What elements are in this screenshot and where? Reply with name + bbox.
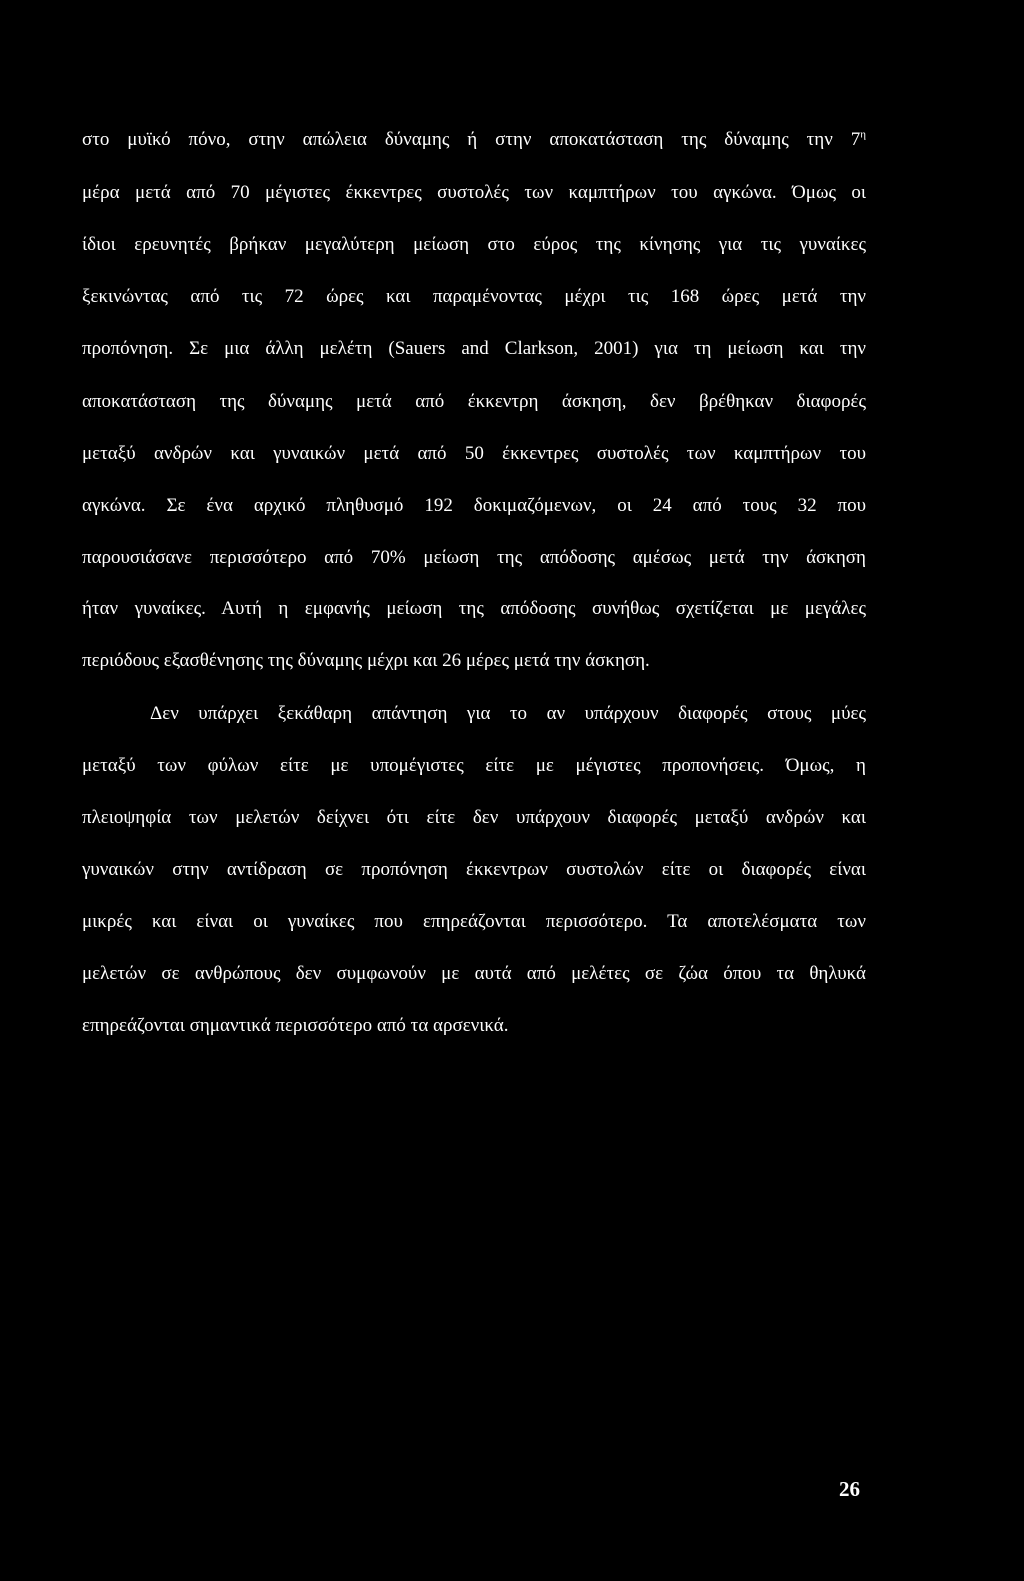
paragraph-line: μεταξύ ανδρών και γυναικών μετά από 50 έκκεντρες συστολές των καμπτήρων του xyxy=(82,443,866,464)
paragraph-line: μεταξύ των φύλων είτε με υπομέγιστες είτε με μέγιστες προπονήσεις. Όμως, η xyxy=(82,755,866,776)
paragraph-line: ήταν γυναίκες. Αυτή η εμφανής μείωση της απόδοσης συνήθως σχετίζεται με μεγάλες xyxy=(82,598,866,619)
paragraph-line: αποκατάσταση της δύναμης μετά από έκκεντρη άσκηση, δεν βρέθηκαν διαφορές xyxy=(82,391,866,412)
paragraph-line: προπόνηση. Σε μια άλλη μελέτη (Sauers and Clarkson, 2001) για τη μείωση και την xyxy=(82,338,866,359)
paragraph-line: μέρα μετά από 70 μέγιστες έκκεντρες συστολές των καμπτήρων του αγκώνα. Όμως οι xyxy=(82,182,866,203)
paragraph-line: επηρεάζονται σημαντικά περισσότερο από τα αρσενικά. xyxy=(82,1015,509,1036)
paragraph-line: ίδιοι ερευνητές βρήκαν μεγαλύτερη μείωση στο εύρος της κίνησης για τις γυναίκες xyxy=(82,234,866,255)
superscript: η xyxy=(860,128,866,141)
paragraph-line: πλειοψηφία των μελετών δείχνει ότι είτε δεν υπάρχουν διαφορές μεταξύ ανδρών και xyxy=(82,807,866,828)
paragraph-line: Δεν υπάρχει ξεκάθαρη απάντηση για το αν υπάρχουν διαφορές στους μύες xyxy=(150,703,866,724)
page-number: 26 xyxy=(839,1477,860,1501)
paragraph-line: αγκώνα. Σε ένα αρχικό πληθυσμό 192 δοκιμαζόμενων, οι 24 από τους 32 που xyxy=(82,495,866,516)
paragraph-line xyxy=(82,128,866,152)
paragraph-line: παρουσιάσανε περισσότερο από 70% μείωση της απόδοσης αμέσως μετά την άσκηση xyxy=(82,547,866,568)
line-text: στο μυϊκό πόνο, στην απώλεια δύναμης ή στην αποκατάσταση της δύναμης την 7 xyxy=(82,129,861,150)
paragraph-line: μελετών σε ανθρώπους δεν συμφωνούν με αυτά από μελέτες σε ζώα όπου τα θηλυκά xyxy=(82,963,866,984)
paragraph-line: περιόδους εξασθένησης της δύναμης μέχρι και 26 μέρες μετά την άσκηση. xyxy=(82,650,650,671)
paragraph-line: γυναικών στην αντίδραση σε προπόνηση έκκεντρων συστολών είτε οι διαφορές είναι xyxy=(82,859,866,880)
paragraph-line: μικρές και είναι οι γυναίκες που επηρεάζονται περισσότερο. Τα αποτελέσματα των xyxy=(82,911,866,932)
paragraph-line: ξεκινώντας από τις 72 ώρες και παραμένοντας μέχρι τις 168 ώρες μετά την xyxy=(82,286,866,307)
